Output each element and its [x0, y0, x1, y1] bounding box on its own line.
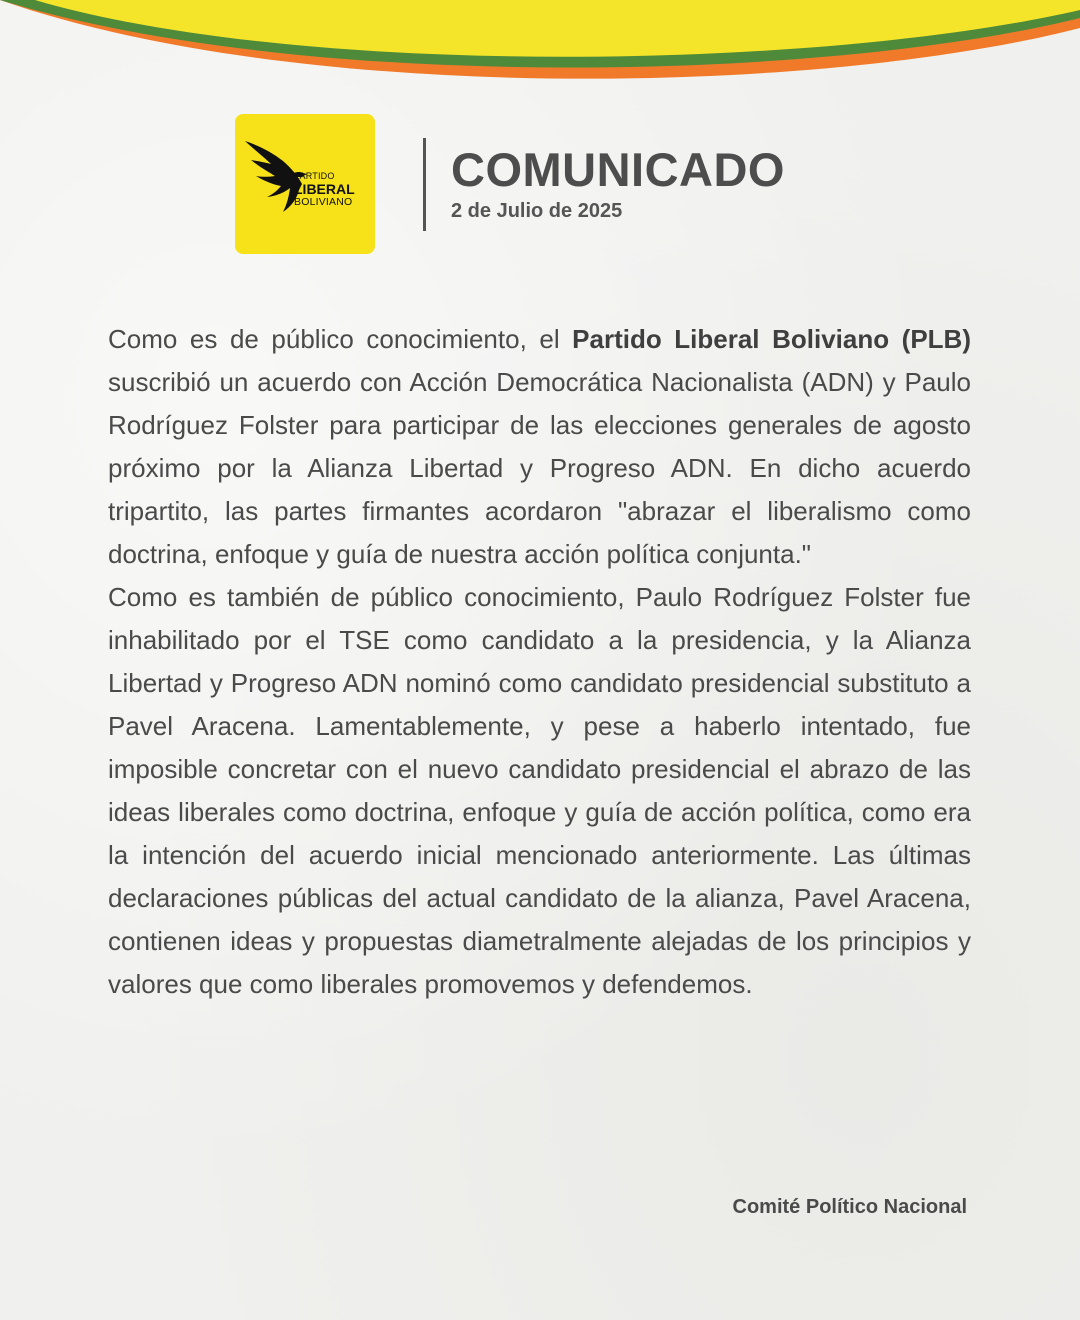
- p1-party-name: Partido Liberal Boliviano (PLB): [572, 324, 971, 354]
- p1-intro: Como es de público conocimiento, el: [108, 324, 573, 354]
- body-paragraph-2: Como es también de público conocimiento, Paulo Rodríguez Folster fue inhabilitado por el TSE como candidato a la presidencia, y la Alianza Libertad y Progreso ADN nominó como candidato presidencial substituto a Pavel Aracena. Lamentablemente, y pese a haberlo intentado, fue imposible concretar con el nuevo candidato presidencial el abrazo de las ideas liberales como doctrina, enfoque y guía de acción política, como era la intención del acuerdo inicial mencionado anteriormente. Las últimas declaraciones públicas del actual candidato de la alianza, Pavel Aracena, contienen ideas y propuestas diametralmente alejadas de los principios y valores que como liberales promovemos y defendemos.: [108, 582, 971, 999]
- p1-rest: suscribió un acuerdo con Acción Democrática Nacionalista (ADN) y Paulo Rodríguez Folster para participar de las elecciones generales de agosto próximo por la Alianza Libertad y Progreso ADN. En dicho acuerdo tripartito, las partes firmantes acordaron "abrazar el liberalismo como doctrina, enfoque y guía de nuestra acción política conjunta.": [108, 367, 971, 569]
- header-divider: [423, 138, 426, 231]
- logo-line-boliviano: BOLIVIANO: [294, 196, 353, 208]
- logo-line-liberal: LIBERAL: [294, 181, 355, 197]
- communique-body: [108, 318, 971, 1006]
- communique-date: 2 de Julio de 2025: [451, 200, 623, 222]
- party-logo: [235, 114, 375, 254]
- body-paragraph-1: [108, 318, 971, 576]
- logo-wordmark: [294, 172, 355, 208]
- logo-line-partido: PARTIDO: [294, 171, 335, 181]
- decorative-wave-banner: [0, 0, 1080, 110]
- page-title: COMUNICADO: [451, 143, 785, 196]
- signature: Comité Político Nacional: [732, 1196, 967, 1218]
